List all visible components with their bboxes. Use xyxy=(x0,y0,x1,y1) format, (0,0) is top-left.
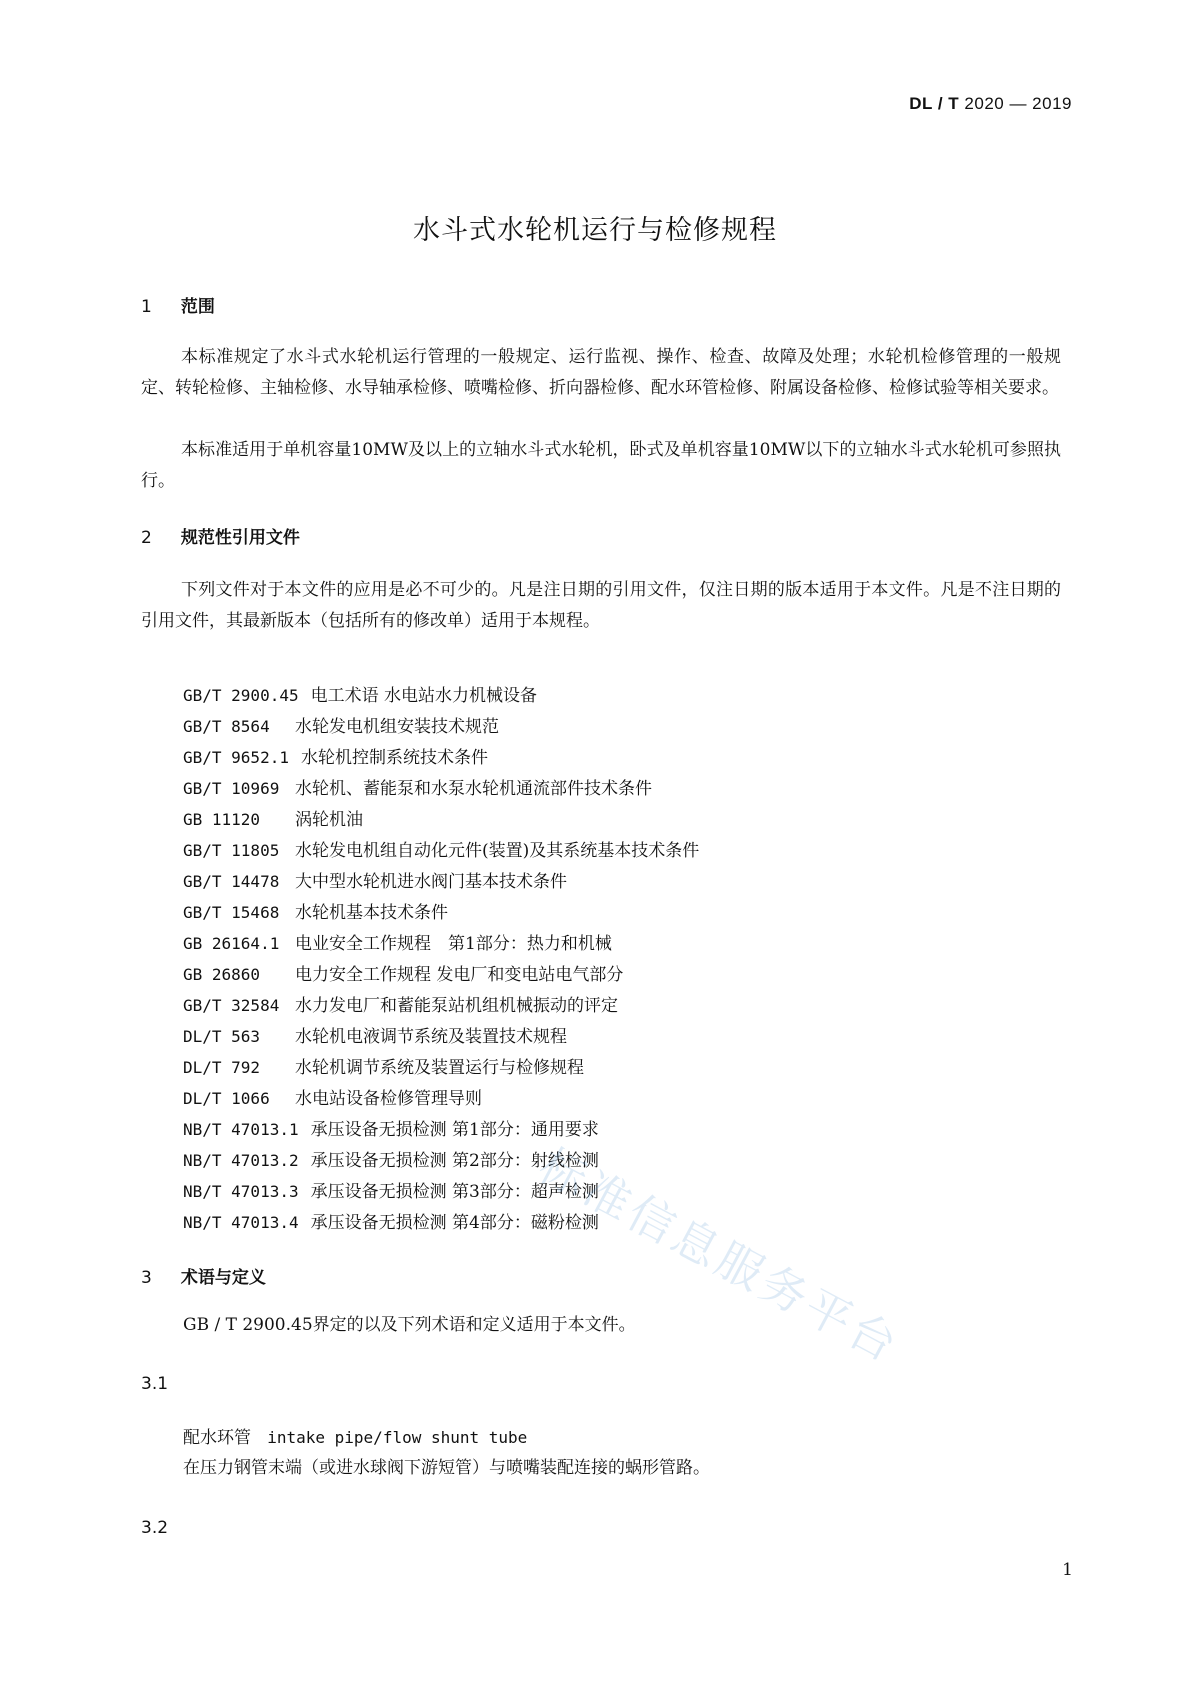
ref-title: 水轮机电液调节系统及装置技术规程 xyxy=(295,1027,567,1047)
ref-title: 水轮机控制系统技术条件 xyxy=(300,748,488,768)
section-3-heading xyxy=(141,1263,266,1288)
list-item xyxy=(183,990,699,1021)
list-item xyxy=(183,1083,699,1114)
page-number: 1 xyxy=(1062,1560,1073,1580)
ref-title: 水轮发电机组安装技术规范 xyxy=(295,717,499,737)
ref-code: DL/T 1066 xyxy=(183,1089,270,1108)
ref-code: GB 26860 xyxy=(183,965,261,984)
list-item xyxy=(183,773,699,804)
term-chinese: 配水环管 xyxy=(183,1428,251,1448)
ref-code: GB 11120 xyxy=(183,810,261,829)
section-1-paragraph-1: 本标准规定了水斗式水轮机运行管理的一般规定、运行监视、操作、检查、故障及处理；水轮机检修管理的一般规定、转轮检修、主轴检修、水导轴承检修、喷嘴检修、折向器检修、配水环管检修、附属设备检修、检修试验等相关要求。 xyxy=(141,347,1061,398)
ref-title: 水轮发电机组自动化元件(装置)及其系统基本技术条件 xyxy=(295,841,700,861)
ref-title: 承压设备无损检测 第2部分：射线检测 xyxy=(310,1151,599,1171)
standard-number: 2020 — 2019 xyxy=(964,94,1072,113)
ref-code: GB/T 14478 xyxy=(183,872,280,891)
ref-title: 电业安全工作规程 第1部分：热力和机械 xyxy=(295,934,612,954)
list-item xyxy=(183,804,699,835)
ref-title: 水轮机、蓄能泵和水泵水轮机通流部件技术条件 xyxy=(295,779,652,799)
standard-code xyxy=(909,94,1072,114)
section-1-heading xyxy=(141,292,215,317)
ref-title: 水轮机基本技术条件 xyxy=(295,903,448,923)
list-item xyxy=(183,1207,699,1238)
list-item xyxy=(183,928,699,959)
ref-code: GB 26164.1 xyxy=(183,934,280,953)
list-item xyxy=(183,680,699,711)
standard-prefix: DL / T xyxy=(909,94,960,113)
ref-code: GB/T 32584 xyxy=(183,996,280,1015)
list-item xyxy=(183,711,699,742)
clause-3-2-number: 3.2 xyxy=(141,1518,169,1538)
clause-3-1-term xyxy=(183,1422,527,1454)
list-item xyxy=(183,1052,699,1083)
ref-code: GB/T 8564 xyxy=(183,717,270,736)
list-item xyxy=(183,1021,699,1052)
ref-title: 涡轮机油 xyxy=(295,810,363,830)
ref-title: 承压设备无损检测 第3部分：超声检测 xyxy=(310,1182,599,1202)
clause-3-1-number: 3.1 xyxy=(141,1374,169,1394)
ref-title: 承压设备无损检测 第4部分：磁粉检测 xyxy=(310,1213,599,1233)
section-title: 术语与定义 xyxy=(180,1268,266,1288)
section-1-paragraph-2: 本标准适用于单机容量10MW及以上的立轴水斗式水轮机，卧式及单机容量10MW以下的立轴水斗式水轮机可参照执行。 xyxy=(141,440,1061,491)
section-number: 1 xyxy=(141,297,152,317)
section-number: 2 xyxy=(141,528,152,548)
ref-title: 水力发电厂和蓄能泵站机组机械振动的评定 xyxy=(295,996,618,1016)
ref-title: 承压设备无损检测 第1部分：通用要求 xyxy=(310,1120,599,1140)
ref-code: DL/T 563 xyxy=(183,1027,261,1046)
section-3-intro: GB / T 2900.45界定的以及下列术语和定义适用于本文件。 xyxy=(183,1315,636,1335)
ref-title: 水电站设备检修管理导则 xyxy=(295,1089,482,1109)
section-number: 3 xyxy=(141,1268,152,1288)
ref-title: 水轮机调节系统及装置运行与检修规程 xyxy=(295,1058,584,1078)
ref-title: 大中型水轮机进水阀门基本技术条件 xyxy=(295,872,567,892)
ref-code: GB/T 2900.45 xyxy=(183,686,299,705)
ref-code: NB/T 47013.2 xyxy=(183,1151,299,1170)
ref-code: NB/T 47013.3 xyxy=(183,1182,299,1201)
ref-code: GB/T 10969 xyxy=(183,779,280,798)
ref-code: GB/T 11805 xyxy=(183,841,280,860)
ref-code: NB/T 47013.1 xyxy=(183,1120,299,1139)
list-item xyxy=(183,959,699,990)
section-title: 规范性引用文件 xyxy=(180,528,300,548)
ref-code: GB/T 15468 xyxy=(183,903,280,922)
list-item xyxy=(183,866,699,897)
term-english: intake pipe/flow shunt tube xyxy=(267,1428,528,1447)
list-item xyxy=(183,1114,699,1145)
section-title: 范围 xyxy=(180,297,215,317)
list-item xyxy=(183,835,699,866)
section-2-intro: 下列文件对于本文件的应用是必不可少的。凡是注日期的引用文件，仅注日期的版本适用于本文件。凡是不注日期的引用文件，其最新版本（包括所有的修改单）适用于本规程。 xyxy=(141,580,1061,631)
normative-references-list xyxy=(183,680,699,1238)
ref-title: 电工术语 水电站水力机械设备 xyxy=(310,686,537,706)
section-2-heading xyxy=(141,523,300,548)
clause-3-1-definition: 在压力钢管末端（或进水球阀下游短管）与喷嘴装配连接的蜗形管路。 xyxy=(183,1458,710,1478)
list-item xyxy=(183,1145,699,1176)
ref-code: NB/T 47013.4 xyxy=(183,1213,299,1232)
document-title: 水斗式水轮机运行与检修规程 xyxy=(413,215,777,246)
list-item xyxy=(183,897,699,928)
ref-code: GB/T 9652.1 xyxy=(183,748,289,767)
watermark: 标准信息服务平台 xyxy=(530,1137,909,1374)
ref-title: 电力安全工作规程 发电厂和变电站电气部分 xyxy=(295,965,624,985)
list-item xyxy=(183,1176,699,1207)
ref-code: DL/T 792 xyxy=(183,1058,261,1077)
list-item xyxy=(183,742,699,773)
